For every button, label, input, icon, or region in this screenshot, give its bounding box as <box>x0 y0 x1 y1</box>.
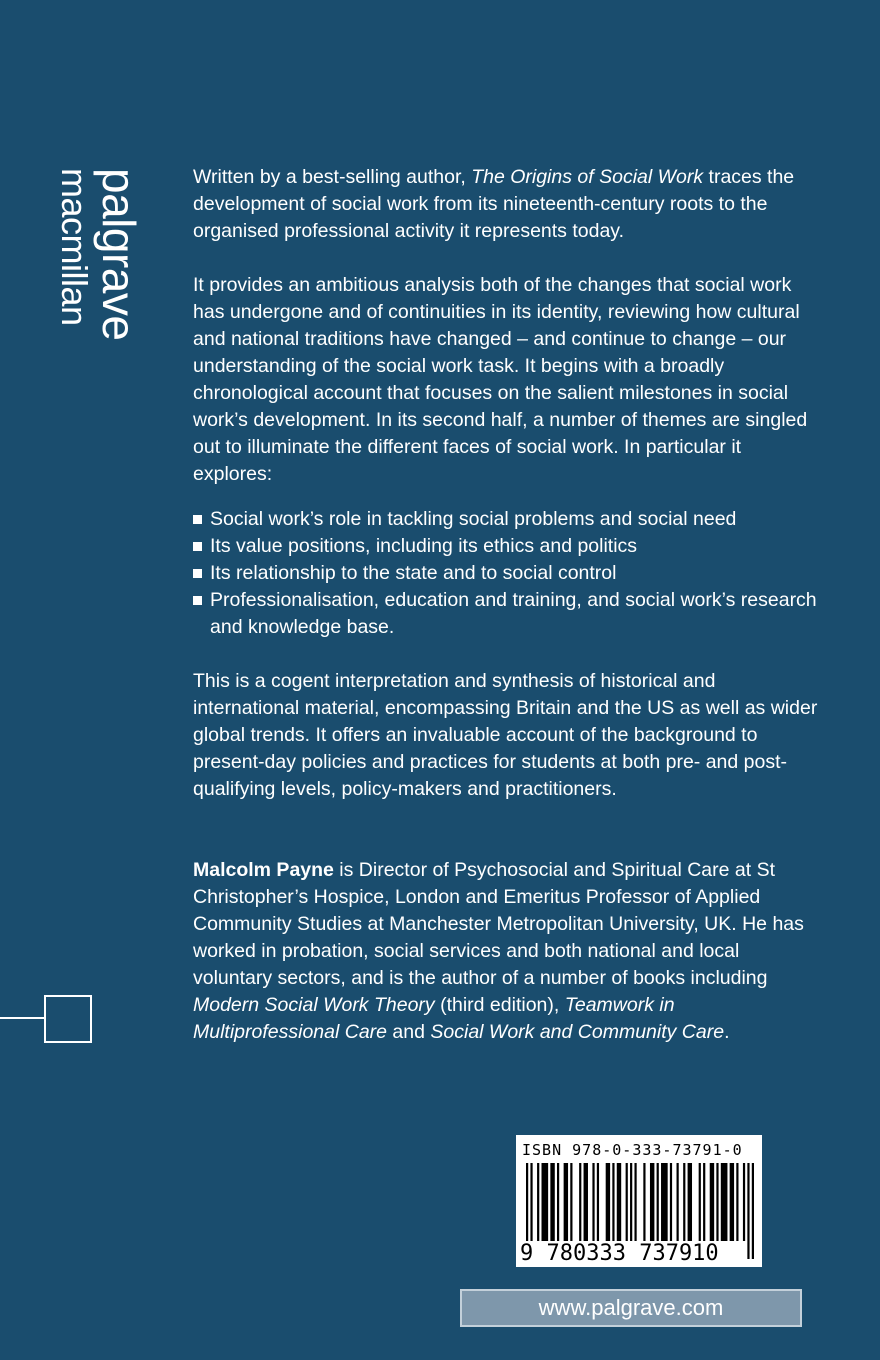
list-item: Its value positions, including its ethics and politics <box>193 533 823 560</box>
barcode-bar <box>542 1163 549 1241</box>
publisher-website: www.palgrave.com <box>460 1289 802 1327</box>
book-title: Modern Social Work Theory <box>193 994 435 1016</box>
list-item: Professionalisation, education and training, and social work’s research and knowledge base. <box>193 587 823 641</box>
barcode-bar <box>626 1163 628 1241</box>
barcode-bar <box>650 1163 654 1241</box>
publisher-name-line2: macmillan <box>54 168 95 326</box>
barcode-bar <box>564 1163 568 1241</box>
bullet-square-icon <box>193 542 202 551</box>
barcode-bar <box>661 1163 668 1241</box>
book-title: Teamwork in Multiprofessional Care <box>193 994 675 1043</box>
barcode-bar <box>617 1163 621 1241</box>
barcode-bar <box>612 1163 614 1241</box>
barcode-bar <box>670 1163 672 1241</box>
barcode-bar <box>570 1163 572 1241</box>
ean-digits: 9 780333 737910 <box>520 1241 719 1266</box>
isbn-barcode <box>516 1135 762 1267</box>
book-title: Social Work and Community Care <box>430 1021 725 1043</box>
barcode-bar <box>579 1163 581 1241</box>
logo-rule <box>0 1017 44 1019</box>
publisher-logo <box>52 168 144 398</box>
description-paragraph-2: It provides an ambitious analysis both of the changes that social work has undergone and of continuities in its identity, reviewing how cultural and national traditions have changed – and continue to change – our understanding of the social work task. It begins with a broadly chronological account that focuses on the salient milestones in social work’s development. In its second half, a number of themes are singled out to illuminate the different faces of social work. In particular it explores: <box>193 274 808 485</box>
bullet-square-icon <box>193 596 202 605</box>
barcode-bar <box>677 1163 679 1241</box>
barcode-bar <box>606 1163 610 1241</box>
barcode-bar <box>736 1163 738 1241</box>
barcode-bar <box>703 1163 705 1241</box>
barcode-bar <box>716 1163 718 1241</box>
description-paragraph-1: Written by a best-selling author, The Origins of Social Work traces the development of social work from its nineteenth-century roots to the organised professional activity it represents today. <box>193 166 795 242</box>
bullet-square-icon <box>193 515 202 524</box>
barcode-bar <box>683 1163 685 1241</box>
author-bio: Malcolm Payne is Director of Psychosocial and Spiritual Care at St Christopher’s Hospice, London and Emeritus Professor of Applied Community Studies at Manchester Metropolitan University, UK. He has worked in probation, social services and both national and local voluntary sectors, and is the author of a number of books including Modern Social Work Theory (third edition), Teamwork in Multiprofessional Care and Social Work and Community Care. <box>193 859 804 1043</box>
book-title: The Origins of Social Work <box>471 166 704 188</box>
barcode-bar <box>537 1163 539 1241</box>
barcode-bar <box>699 1163 701 1241</box>
description-paragraph-3: This is a cogent interpretation and synthesis of historical and international material, encompassing Britain and the US as well as wider global trends. It offers an invaluable account of the background to present-day policies and practices for students at both pre- and post-qualifying levels, policy-makers and practitioners. <box>193 670 818 800</box>
barcode-bar <box>557 1163 559 1241</box>
publisher-name-line1: palgrave <box>93 168 145 341</box>
bullet-square-icon <box>193 569 202 578</box>
barcode-bar <box>592 1163 594 1241</box>
barcode-bar <box>721 1163 728 1241</box>
barcode-bar <box>550 1163 554 1241</box>
barcode-bar <box>710 1163 714 1241</box>
barcode-bar <box>730 1163 734 1241</box>
author-name: Malcolm Payne <box>193 859 334 881</box>
barcode-bar <box>743 1163 745 1241</box>
list-item: Its relationship to the state and to social control <box>193 560 823 587</box>
back-cover-text <box>193 164 823 1046</box>
barcode-bar <box>630 1163 632 1241</box>
themes-list <box>193 506 823 641</box>
barcode-bar <box>584 1163 588 1241</box>
logo-square-icon <box>44 995 92 1043</box>
list-item: Social work’s role in tackling social problems and social need <box>193 506 823 533</box>
barcode-bar <box>688 1163 692 1241</box>
barcode-bar <box>657 1163 659 1241</box>
barcode-bar <box>597 1163 599 1241</box>
isbn-number: ISBN 978-0-333-73791-0 <box>522 1141 743 1159</box>
